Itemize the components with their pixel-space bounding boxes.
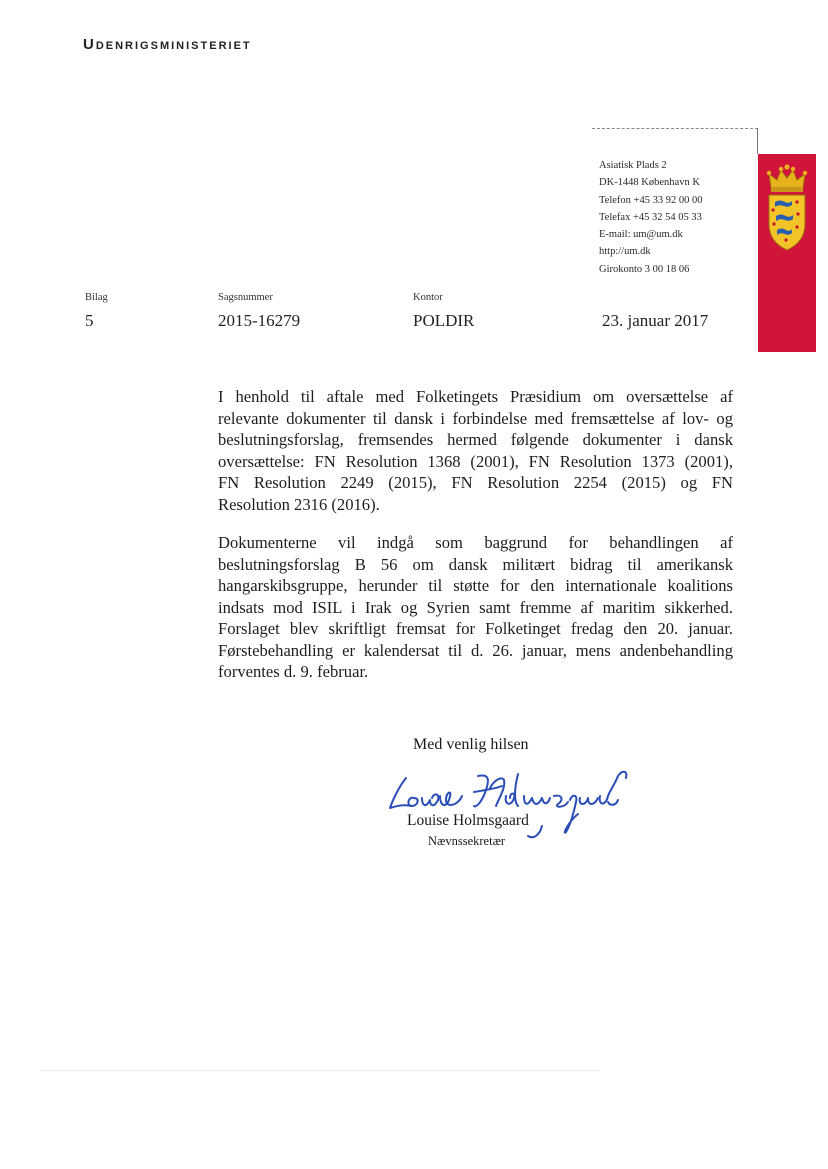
- sagsnummer-value: 2015-16279: [218, 311, 301, 330]
- paragraph-line: I henhold til aftale med Folketingets Præsidium om oversættelse af: [218, 387, 733, 406]
- body-paragraph-1: [218, 386, 733, 515]
- paragraph-line: beslutningsforslag, fremsendes hermed følgende dokumenter i dansk: [218, 430, 733, 449]
- coat-of-arms-icon: [764, 162, 810, 263]
- paragraph-line: FN Resolution 2249 (2015), FN Resolution 2254 (2015) og FN: [218, 473, 733, 492]
- address-giro: Girokonto 3 00 18 06: [599, 263, 690, 275]
- paragraph-line: Forslaget blev skriftligt fremsat for Folketinget fredag den 20. januar.: [218, 619, 733, 638]
- letter-date: 23. januar 2017: [602, 311, 709, 330]
- bilag-label: Bilag: [85, 292, 108, 303]
- paragraph-line: hangarskibsgruppe, herunder til støtte for den internationale koalitions: [218, 576, 733, 595]
- address-fax: Telefax +45 32 54 05 33: [599, 211, 702, 223]
- address-phone: Telefon +45 33 92 00 00: [599, 194, 703, 206]
- paragraph-line: beslutningsforslag B 56 om dansk militært bidrag til amerikansk: [218, 554, 733, 574]
- kontor-label: Kontor: [413, 292, 443, 303]
- closing-greeting: Med venlig hilsen: [413, 736, 529, 753]
- paragraph-line: indsats mod ISIL i Irak og Syrien samt fremme af maritim sikkerhed.: [218, 597, 733, 617]
- address-website: http://um.dk: [599, 246, 651, 258]
- signatory-title: Nævnssekretær: [428, 834, 506, 848]
- ministry-name: Udenrigsministeriet: [83, 36, 252, 53]
- paragraph-line: Førstebehandling er kalendersat til d. 26. januar, mens andenbehandling: [218, 640, 733, 660]
- paragraph-line: forventes d. 9. februar.: [218, 662, 369, 681]
- scan-artifact-line: [40, 1070, 600, 1071]
- header-vertical-rule: [757, 128, 758, 154]
- address-street: Asiatisk Plads 2: [599, 160, 667, 171]
- paragraph-line: relevante dokumenter til dansk i forbindelse med fremsættelse af lov- og: [218, 408, 733, 428]
- body-paragraph-2: [218, 532, 733, 683]
- paragraph-line: Resolution 2316 (2016).: [218, 494, 380, 514]
- header-divider: [592, 128, 758, 129]
- kontor-value: POLDIR: [413, 311, 475, 330]
- address-block: [599, 157, 702, 278]
- address-email: E-mail: um@um.dk: [599, 229, 683, 241]
- paragraph-line: Dokumenterne vil indgå som baggrund for behandlingen af: [218, 533, 733, 552]
- sagsnummer-label: Sagsnummer: [218, 292, 273, 303]
- bilag-value: 5: [85, 311, 94, 330]
- paragraph-line: oversættelse: FN Resolution 1368 (2001), FN Resolution 1373 (2001),: [218, 451, 733, 471]
- signatory-name: Louise Holmsgaard: [407, 812, 529, 829]
- address-postal: DK-1448 København K: [599, 177, 700, 189]
